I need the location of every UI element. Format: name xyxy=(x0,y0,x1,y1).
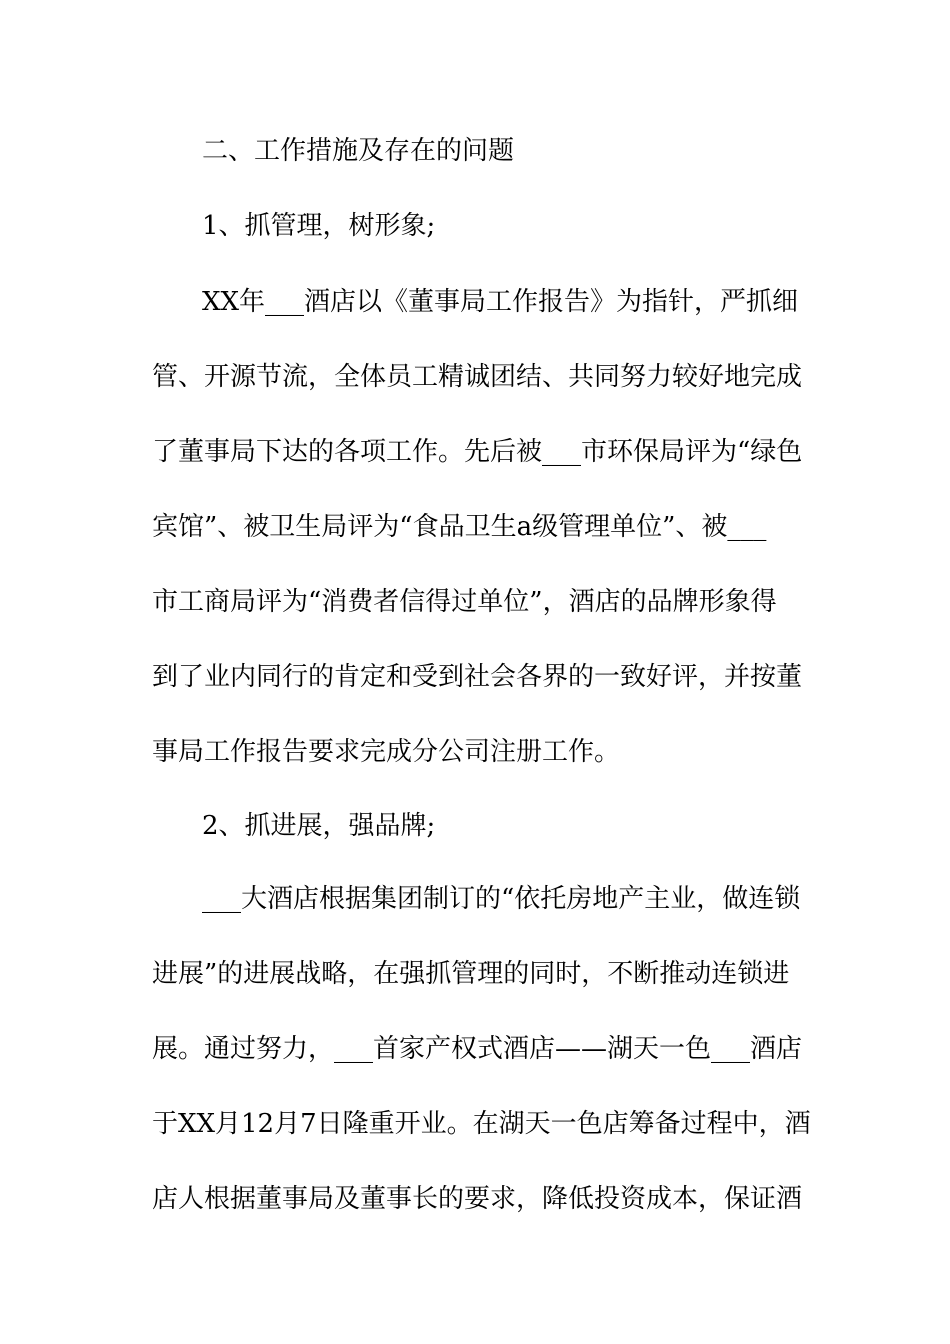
paragraph-2-line-4: 于XX月12月7日隆重开业。在湖天一色店筹备过程中，酒 xyxy=(152,1109,811,1139)
paragraph-1-line-2: 管、开源节流，全体员工精诚团结、共同努力较好地完成 xyxy=(152,362,803,392)
paragraph-1-line-6: 到了业内同行的肯定和受到社会各界的一致好评，并按董 xyxy=(152,662,803,692)
section-1-title: 1、抓管理，树形象; xyxy=(202,211,436,241)
paragraph-1-line-3: 了董事局下达的各项工作。先后被___市环保局评为“绿色 xyxy=(152,437,803,467)
section-heading: 二、工作措施及存在的问题 xyxy=(202,136,515,166)
paragraph-2-line-1: ___大酒店根据集团制订的“依托房地产主业，做连锁 xyxy=(202,884,801,914)
paragraph-2-line-2: 进展”的进展战略，在强抓管理的同时，不断推动连锁进 xyxy=(152,959,790,989)
paragraph-1-line-1: XX年___酒店以《董事局工作报告》为指针，严抓细 xyxy=(202,287,799,317)
paragraph-1-line-7: 事局工作报告要求完成分公司注册工作。 xyxy=(152,737,621,767)
paragraph-2-line-5: 店人根据董事局及董事长的要求，降低投资成本，保证酒 xyxy=(152,1184,803,1214)
section-2-title: 2、抓进展，强品牌; xyxy=(202,811,436,841)
paragraph-2-line-3: 展。通过努力，___首家产权式酒店——湖天一色___酒店 xyxy=(152,1034,803,1064)
paragraph-1-line-5: 市工商局评为“消费者信得过单位”，酒店的品牌形象得 xyxy=(152,587,777,617)
paragraph-1-line-4: 宾馆”、被卫生局评为“食品卫生a级管理单位”、被___ xyxy=(152,512,767,542)
